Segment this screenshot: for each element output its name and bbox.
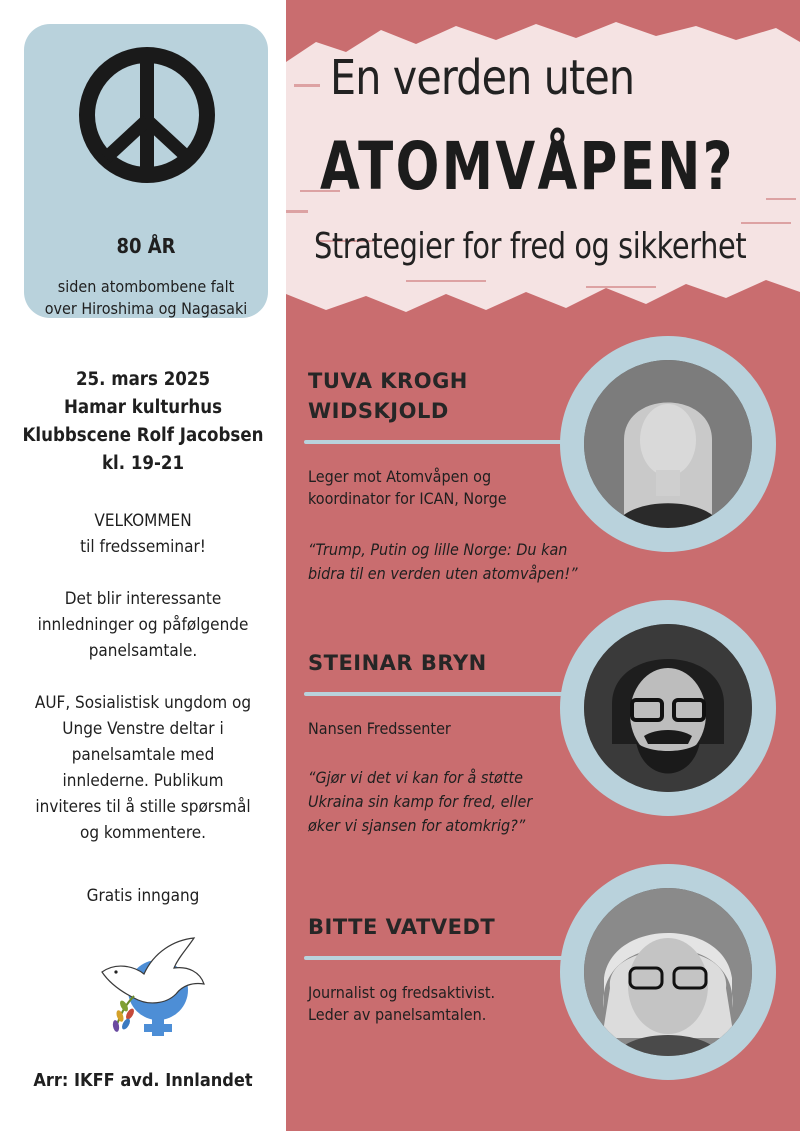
panel-info-line-3: panelsamtale med [71,745,215,765]
event-time: kl. 19-21 [101,453,185,474]
intro-line-1: Det blir interessante [64,589,222,609]
panel-info-line-4: innlederne. Publikum [62,771,224,791]
anniversary-text [24,276,268,320]
anniversary-years: 80 ÅR [116,234,176,258]
intro-text [10,586,276,664]
speaker-3-name-line-1: BITTE VATVEDT [308,915,496,939]
panel-info-line-5: inviteres til å stille spørsmål [35,797,251,817]
panel-info-line-6: og kommentere. [79,823,207,843]
speaker-1-name-line-2: WIDSKJOLD [308,399,449,423]
speaker-3-photo [584,888,752,1056]
anniversary-box [24,24,268,318]
speaker-2-role-line-1: Nansen Fredssenter [308,719,451,738]
title-line-1: En verden uten [330,50,635,106]
speaker-2-photo-ring [560,600,776,816]
speaker-3-name [308,912,495,942]
speaker-2-quote-line-1: “Gjør vi det vi kan for å støtte [308,768,523,787]
speaker-2-quote-line-2: Ukraina sin kamp for fred, eller [308,792,533,811]
organizer: Arr: IKFF avd. Innlandet [33,1070,253,1091]
welcome-line-2: til fredsseminar! [80,537,206,557]
speaker-1-role-line-2: koordinator for ICAN, Norge [308,489,507,508]
speaker-3-role-line-2: Leder av panelsamtalen. [308,1005,487,1024]
anniversary-line-1: siden atombombene falt [57,277,235,296]
subtitle: Strategier for fred og sikkerhet [314,226,747,267]
event-date: 25. mars 2025 [75,369,211,390]
intro-line-3: panelsamtale. [88,641,198,661]
speaker-2-quote [308,766,608,838]
speaker-1-quote-line-2: bidra til en verden uten atomvåpen!” [308,564,578,583]
anniversary-line-2: over Hiroshima og Nagasaki [44,299,248,318]
event-venue: Hamar kulturhus [64,397,222,418]
peace-dove-icon [96,932,208,1040]
speaker-1-divider [304,440,570,444]
speaker-2-photo [584,624,752,792]
panel-info-line-2: Unge Venstre deltar i [62,719,224,739]
title-line-2: ATOMVÅPEN? [320,128,735,205]
speaker-3-photo-ring [560,864,776,1080]
speaker-3-role-line-1: Journalist og fredsaktivist. [308,983,496,1002]
speaker-1-name [308,366,468,426]
welcome-text [10,508,276,560]
peace-symbol-icon [72,40,222,190]
speaker-1-name-line-1: TUVA KROGH [308,369,468,393]
event-details [10,366,276,478]
speaker-1-quote-line-1: “Trump, Putin og lille Norge: Du kan [308,540,568,559]
speaker-1-photo-ring [560,336,776,552]
speaker-2-name-line-1: STEINAR BRYN [308,651,487,675]
speaker-1-photo [584,360,752,528]
panel-info-line-1: AUF, Sosialistisk ungdom og [34,693,252,713]
speaker-3-divider [304,956,568,960]
intro-line-2: innledninger og påfølgende [37,615,249,635]
speaker-2-divider [304,692,566,696]
speaker-2-name [308,648,487,678]
speaker-1-role-line-1: Leger mot Atomvåpen og [308,467,492,486]
welcome-line-1: VELKOMMEN [94,511,192,531]
admission-text: Gratis inngang [86,886,200,906]
event-stage: Klubbscene Rolf Jacobsen [22,425,264,446]
speaker-2-quote-line-3: øker vi sjansen for atomkrig?” [308,816,526,835]
panel-info-text [10,690,276,846]
speaker-1-quote [308,538,608,586]
